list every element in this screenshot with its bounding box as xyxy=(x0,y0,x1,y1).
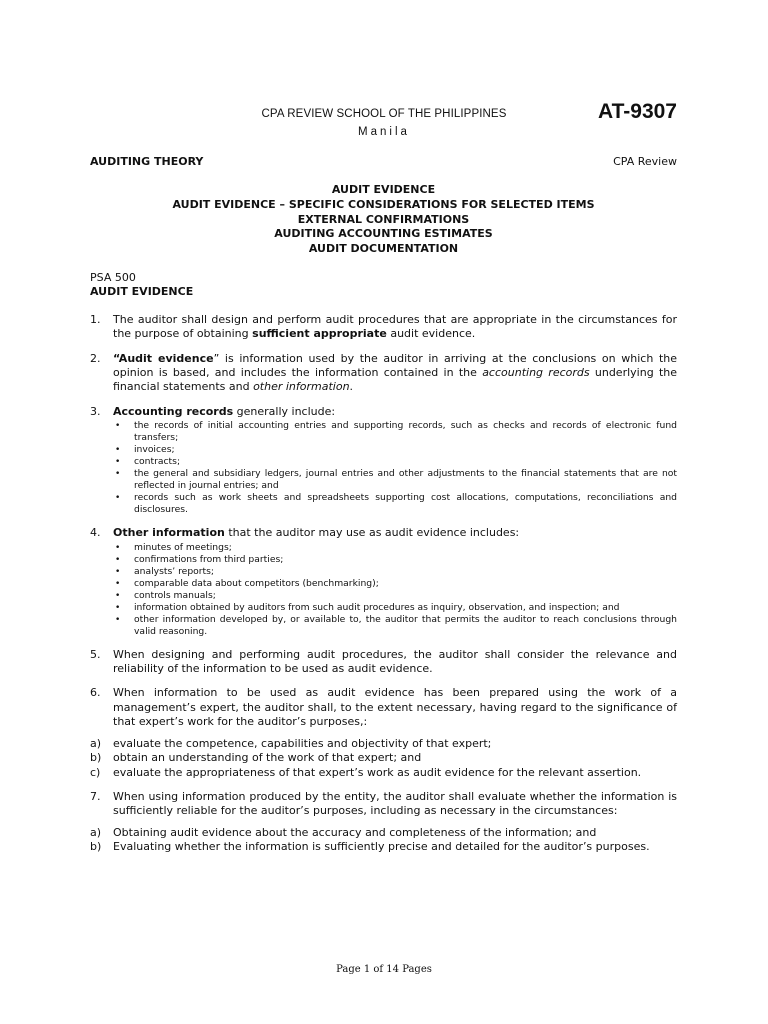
sub-item xyxy=(90,765,677,780)
text-run: generally include: xyxy=(233,404,336,418)
document-body xyxy=(90,271,677,865)
topic-title: EXTERNAL CONFIRMATIONS xyxy=(297,212,470,226)
text-run: When using information produced by the entity, the auditor shall evaluate whether the information is sufficiently reliable for the auditor’s purposes, including as necessary in the circumstances: xyxy=(113,789,677,818)
sub-letter: c) xyxy=(90,765,101,779)
list-item xyxy=(90,313,677,342)
school-name: CPA REVIEW SCHOOL OF THE PHILIPPINES xyxy=(261,108,507,120)
topic-title: AUDIT EVIDENCE xyxy=(331,183,436,196)
list-item xyxy=(90,405,677,516)
bullet-item: • other information developed by, or available to, the auditor that permits the auditor to reach conclusions through valid reasoning. xyxy=(113,614,677,638)
text-run: When information to be used as audit evidence has been prepared using the work of a management’s expert, the auditor shall, to the extent necessary, having regard to the significance of that expert’s work for the auditor’s purposes,: xyxy=(113,686,677,729)
sub-item xyxy=(90,840,677,854)
bullet-item: • information obtained by auditors from such audit procedures as inquiry, observation, and inspection; and xyxy=(113,602,677,614)
list-item xyxy=(90,526,677,637)
sub-letter: b) xyxy=(90,751,102,765)
item-number: 2. xyxy=(90,351,101,365)
item-number: 6. xyxy=(90,686,101,700)
text-run: . xyxy=(349,380,354,394)
item-text xyxy=(113,405,677,516)
sub-text: evaluate the competence, capabilities and objectivity of that expert; xyxy=(113,736,492,750)
text-run: underlying the financial statements and xyxy=(113,366,677,394)
text-run: audit evidence. xyxy=(386,327,476,341)
sub-item xyxy=(90,751,677,765)
sub-letter: b) xyxy=(90,840,102,854)
standard-number: PSA 500 xyxy=(90,271,136,284)
sub-text: obtain an understanding of the work of that expert; and xyxy=(113,751,422,765)
sub-item xyxy=(90,825,677,840)
bullet-item: • the general and subsidiary ledgers, journal entries and other adjustments to the financial statements that are not reflected in journal entries; and xyxy=(113,468,677,492)
sub-list xyxy=(90,826,677,855)
item-text xyxy=(113,526,677,637)
topic-titles xyxy=(90,183,677,257)
bullet-item: • analysts’ reports; xyxy=(113,566,677,578)
subject-title: AUDITING THEORY xyxy=(90,155,204,168)
list-item xyxy=(90,648,677,677)
item-number: 5. xyxy=(90,647,101,661)
item-number: 4. xyxy=(90,526,101,540)
bullet-item: • invoices; xyxy=(113,444,677,456)
page-footer: Page 1 of 14 Pages xyxy=(336,964,432,975)
list-item xyxy=(90,686,677,779)
sub-text: Evaluating whether the information is sufficiently precise and detailed for the auditor’s purposes. xyxy=(113,840,650,854)
bullet-item: • contracts; xyxy=(113,456,677,468)
item-text xyxy=(113,313,677,342)
italic-term: accounting records xyxy=(482,366,590,380)
item-number: 3. xyxy=(90,404,101,418)
bullet-item: • controls manuals; xyxy=(113,590,677,602)
sub-item xyxy=(90,736,677,751)
bullet-item: • the records of initial accounting entries and supporting records, such as checks and records of electronic fund transfers; xyxy=(113,420,677,444)
text-run: that the auditor may use as audit evidence includes: xyxy=(224,526,520,540)
sub-text: Obtaining audit evidence about the accuracy and completeness of the information; and xyxy=(113,825,597,839)
sub-list xyxy=(90,737,677,780)
bullet-item: • records such as work sheets and spreadsheets supporting cost allocations, computations, reconciliations and disclosures. xyxy=(113,492,677,516)
item-text: When designing and performing audit procedures, the auditor shall consider the relevance and reliability of the information to be used as audit evidence. xyxy=(113,647,677,676)
bold-term: “Audit evidence xyxy=(113,351,214,365)
bold-term: sufficient appropriate xyxy=(252,327,387,341)
list-item xyxy=(90,352,677,395)
sub-letter: a) xyxy=(90,736,102,750)
document-code: AT-9307 xyxy=(598,100,677,123)
sub-letter: a) xyxy=(90,825,102,839)
item-number: 7. xyxy=(90,789,101,803)
item-number: 1. xyxy=(90,312,101,326)
sub-text: evaluate the appropriateness of that expert’s work as audit evidence for the relevant assertion. xyxy=(113,765,642,779)
bullet-item: • minutes of meetings; xyxy=(113,542,677,554)
item-text xyxy=(113,352,677,395)
program-label: CPA Review xyxy=(613,155,677,168)
school-city: Manila xyxy=(358,126,410,138)
topic-title: AUDIT DOCUMENTATION xyxy=(308,242,459,256)
text-run: ” is information used by the auditor in arriving at the conclusions on which the opinion is based, and includes the information contained in the xyxy=(113,351,678,380)
bold-term: Other information xyxy=(113,526,225,540)
topic-title: AUDITING ACCOUNTING ESTIMATES xyxy=(274,227,493,241)
bold-term: Accounting records xyxy=(113,404,234,418)
bullet-list xyxy=(113,420,677,516)
bullet-item: • confirmations from third parties; xyxy=(113,554,677,566)
bullet-list xyxy=(113,542,677,638)
item-text xyxy=(90,789,677,855)
text-run: The auditor shall design and perform audit procedures that are appropriate in the circumstances for the purpose of obtaining xyxy=(113,312,677,341)
section-heading: AUDIT EVIDENCE xyxy=(90,285,194,299)
topic-title: AUDIT EVIDENCE – SPECIFIC CONSIDERATIONS FOR SELECTED ITEMS xyxy=(172,197,595,211)
bullet-item: • comparable data about competitors (benchmarking); xyxy=(113,578,677,590)
item-text xyxy=(90,686,677,779)
italic-term: other information xyxy=(253,380,350,394)
list-item xyxy=(90,790,677,855)
